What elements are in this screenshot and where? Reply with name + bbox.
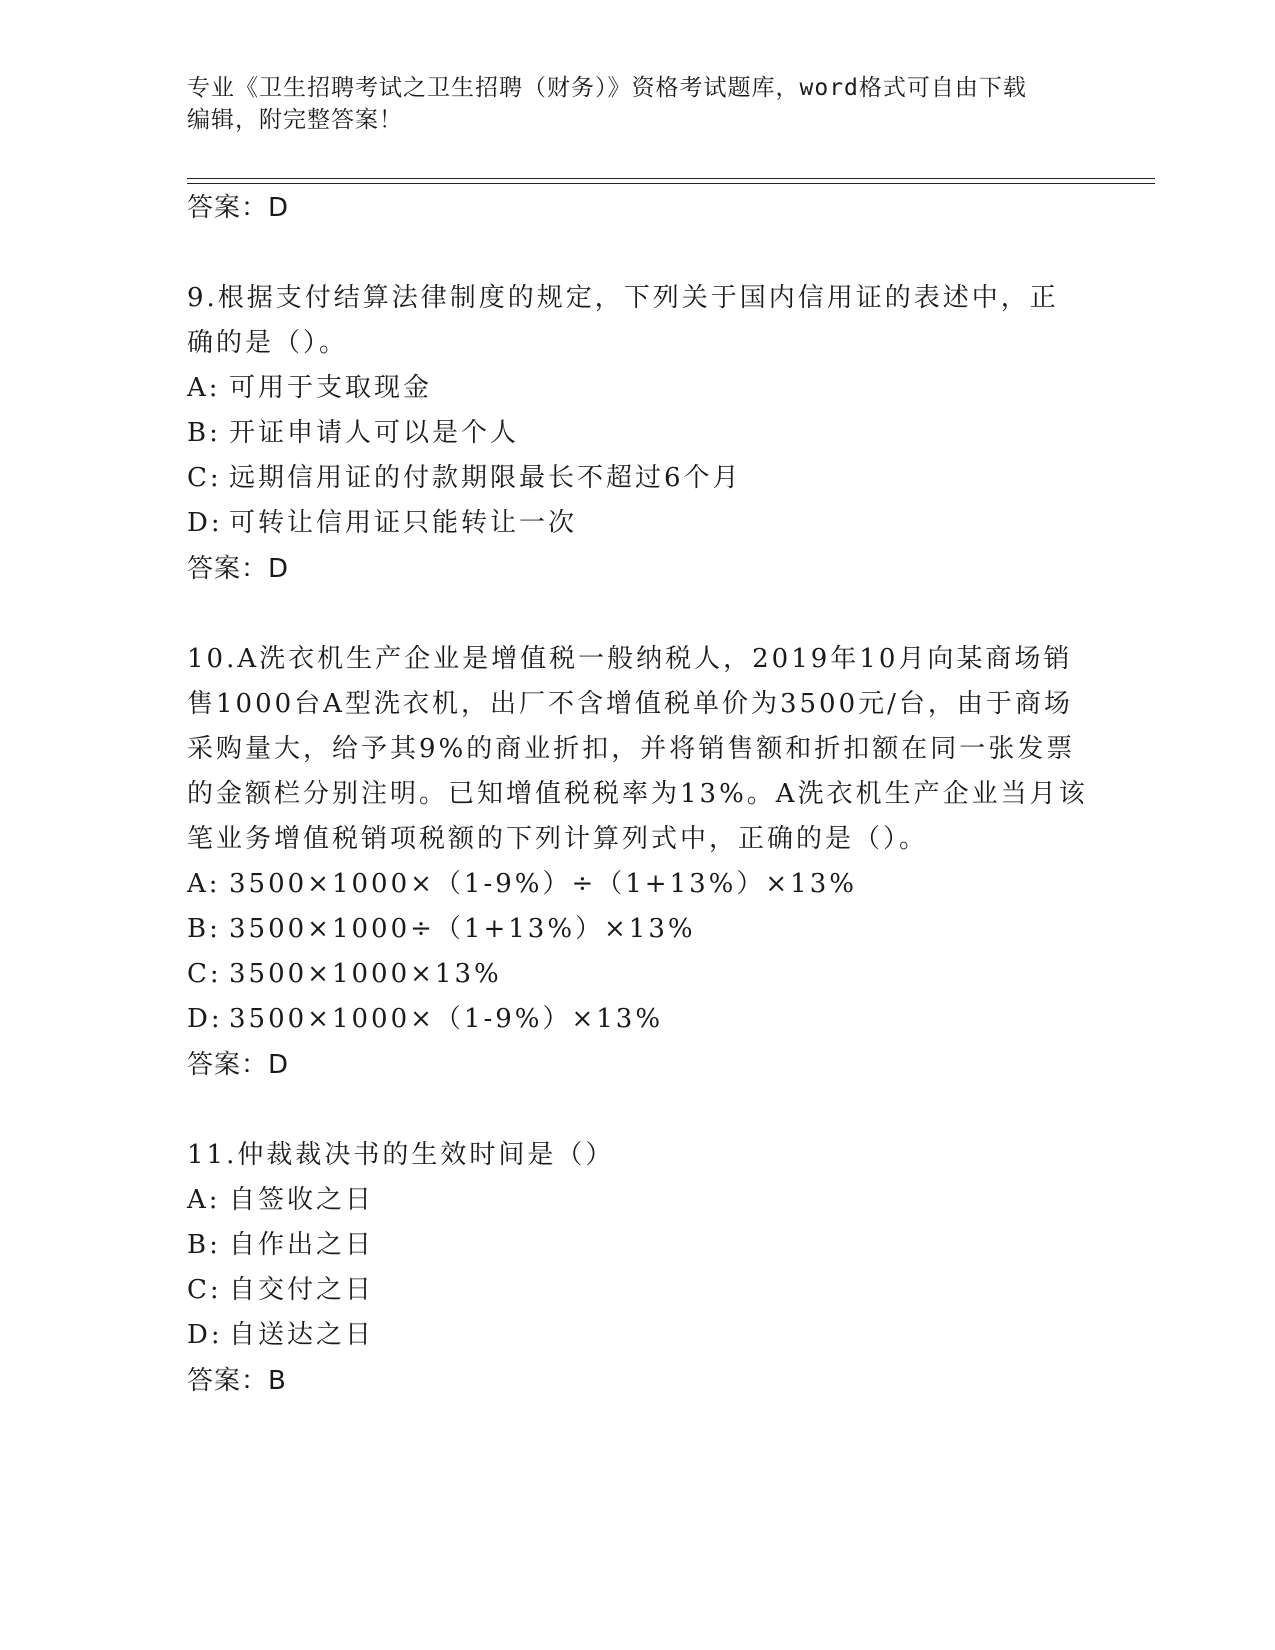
option-text: 可转让信用证只能转让一次 [229, 508, 578, 538]
question-list [187, 185, 1087, 1404]
option-text: 3500×1000×13% [229, 959, 502, 989]
question-block [187, 637, 1087, 1088]
option-text: 3500×1000×（1-9%）×13% [229, 1004, 664, 1034]
option-letter: A: [187, 1185, 221, 1215]
option-letter: B: [187, 1230, 221, 1260]
option-letter: D: [187, 508, 223, 538]
option-letter: D: [187, 1004, 223, 1034]
option-a [187, 862, 1087, 907]
question-text-line: 的金额栏分别注明。已知增值税税率为13%。A洗衣机生产企业当月该 [187, 779, 1088, 809]
spacer [187, 592, 1087, 637]
question-text-line: 笔业务增值税销项税额的下列计算列式中，正确的是（）。 [187, 824, 929, 854]
spacer [187, 231, 1087, 276]
header-line-2: 编辑，附完整答案！ [187, 107, 403, 133]
answer-line: 答案：D [187, 193, 290, 223]
question-text-line: 采购量大，给予其9%的商业折扣，并将销售额和折扣额在同一张发票 [187, 734, 1076, 764]
option-a [187, 366, 1087, 411]
option-b [187, 907, 1087, 952]
option-d [187, 1313, 1087, 1358]
option-letter: C: [187, 959, 222, 989]
question-text-line: 11.仲裁裁决书的生效时间是（） [187, 1140, 615, 1170]
option-text: 开证申请人可以是个人 [229, 418, 520, 448]
document-header [187, 72, 1087, 136]
option-text: 自送达之日 [229, 1320, 375, 1350]
option-text: 自作出之日 [229, 1230, 375, 1260]
question-text-line: 9.根据支付结算法律制度的规定，下列关于国内信用证的表述中，正 [187, 283, 1059, 313]
option-letter: B: [187, 418, 221, 448]
header-line-1: 专业《卫生招聘考试之卫生招聘（财务）》资格考试题库，word格式可自由下载 [187, 75, 1027, 101]
option-c [187, 1268, 1087, 1313]
option-text: 自交付之日 [229, 1275, 375, 1305]
option-text: 远期信用证的付款期限最长不超过6个月 [229, 463, 742, 493]
option-text: 可用于支取现金 [229, 373, 433, 403]
answer-line: 答案：D [187, 1050, 290, 1080]
option-letter: C: [187, 463, 222, 493]
question-text-line: 确的是（）。 [187, 328, 349, 358]
option-c [187, 952, 1087, 997]
option-text: 3500×1000×（1-9%）÷（1+13%）×13% [229, 869, 857, 899]
spacer [187, 1088, 1087, 1133]
question-block [187, 276, 1087, 592]
question-text-line: 售1000台A型洗衣机，出厂不含增值税单价为3500元/台，由于商场 [187, 689, 1073, 719]
option-letter: B: [187, 914, 221, 944]
option-letter: C: [187, 1275, 222, 1305]
option-b [187, 411, 1087, 456]
option-c [187, 456, 1087, 501]
header-divider-bottom [187, 183, 1155, 184]
option-d [187, 501, 1087, 546]
header-divider-top [187, 178, 1155, 179]
answer-line: 答案：D [187, 554, 290, 584]
option-text: 自签收之日 [229, 1185, 375, 1215]
option-d [187, 997, 1087, 1042]
option-letter: A: [187, 373, 221, 403]
question-block [187, 1133, 1087, 1404]
answer-line: 答案：B [187, 1366, 287, 1396]
option-letter: D: [187, 1320, 223, 1350]
option-text: 3500×1000÷（1+13%）×13% [229, 914, 696, 944]
option-b [187, 1223, 1087, 1268]
question-text-line: 10.A洗衣机生产企业是增值税一般纳税人，2019年10月向某商场销 [187, 644, 1073, 674]
option-letter: A: [187, 869, 221, 899]
option-a [187, 1178, 1087, 1223]
